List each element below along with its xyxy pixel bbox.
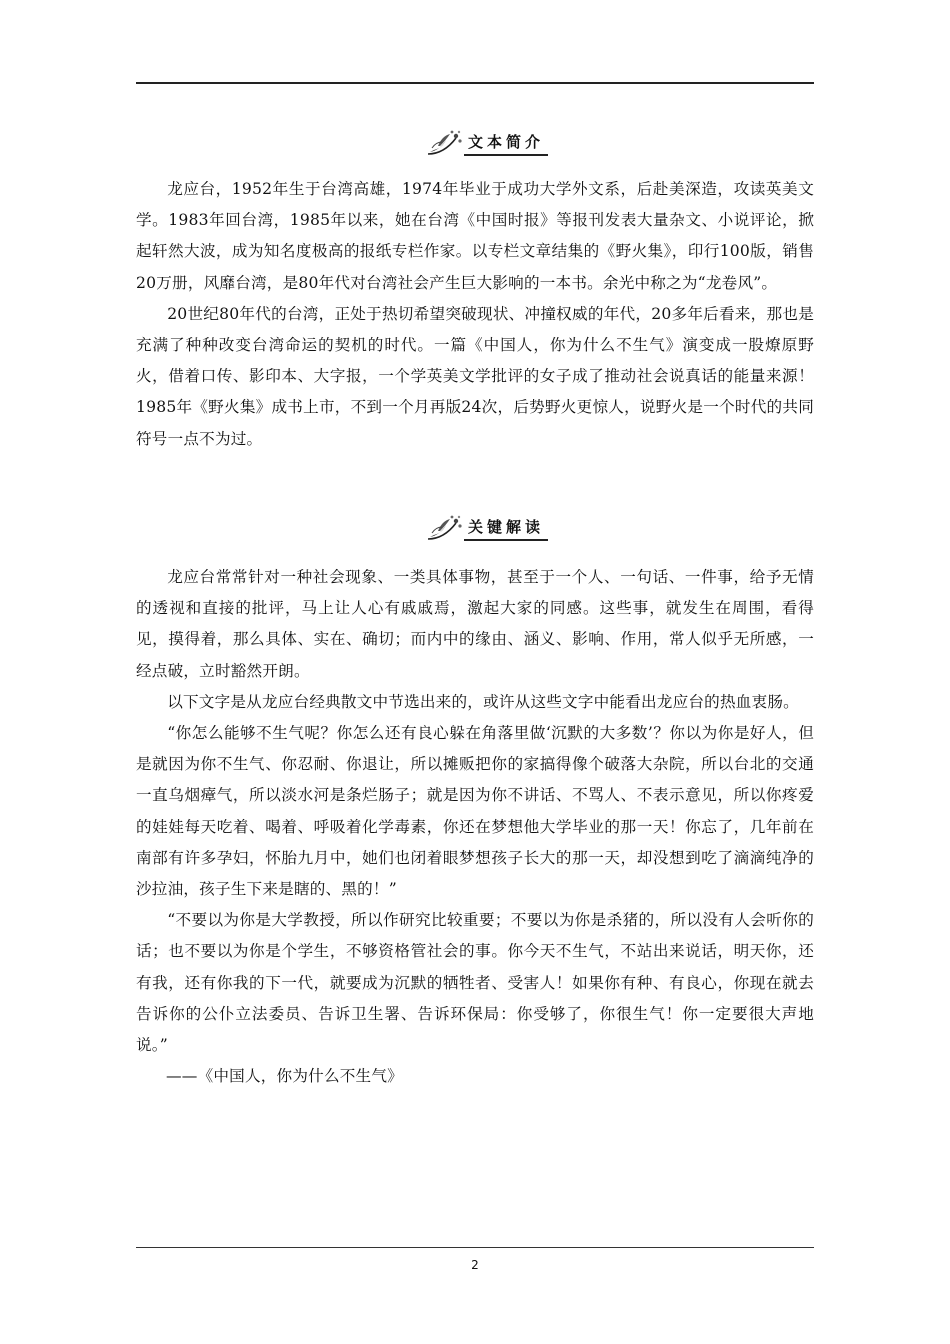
footer-rule (136, 1247, 814, 1248)
intro-paragraph-2: 20世纪80年代的台湾，正处于热切希望突破现状、冲撞权威的年代，20多年后看来，那也是充满了种种改变台湾命运的契机的时代。一篇《中国人，你为什么不生气》演变成一股燎原野火，借着口传、影印本、大字报，一个学英美文学批评的女子成了推动社会说真话的能量来源！1985年《野火集》成书上市，不到一个月再版24次，后势野火更惊人，说野火是一个时代的共同符号一点不为过。 (136, 304, 814, 448)
header-rule (136, 82, 814, 84)
flower-ornament-icon (426, 513, 466, 541)
section-heading-label: 文本简介 (464, 132, 548, 156)
reading-section-body (136, 562, 814, 1092)
quote-source: ——《中国人，你为什么不生气》 (166, 1067, 403, 1086)
flower-ornament-icon (426, 128, 466, 156)
intro-section-body (136, 174, 814, 455)
section-heading-intro (426, 128, 548, 156)
reading-paragraph-2: 以下文字是从龙应台经典散文中节选出来的，或许从这些文字中能看出龙应台的热血衷肠。 (167, 692, 799, 711)
quote-paragraph-1: “你怎么能够不生气呢？你怎么还有良心躲在角落里做‘沉默的大多数’？你以为你是好人，但是就因为你不生气、你忍耐、你退让，所以摊贩把你的家搞得像个破落大杂院，所以台北的交通一直乌烟瘴气，所以淡水河是条烂肠子；就是因为你不讲话、不骂人、不表示意见，所以你疼爱的娃娃每天吃着、喝着、呼吸着化学毒素，你还在梦想他大学毕业的那一天！你忘了，几年前在南部有许多孕妇，怀胎九月中，她们也闭着眼梦想孩子长大的那一天，却没想到吃了滴滴纯净的沙拉油，孩子生下来是瞎的、黑的！” (136, 724, 814, 899)
intro-paragraph-1: 龙应台，1952年生于台湾高雄，1974年毕业于成功大学外文系，后赴美深造，攻读英美文学。1983年回台湾，1985年以来，她在台湾《中国时报》等报刊发表大量杂文、小说评论，掀起轩然大波，成为知名度极高的报纸专栏作家。以专栏文章结集的《野火集》，印行100版，销售20万册，风靡台湾，是80年代对台湾社会产生巨大影响的一本书。余光中称之为“龙卷风”。 (136, 180, 814, 292)
section-heading-label: 关键解读 (464, 517, 548, 541)
quote-paragraph-2: “不要以为你是大学教授，所以作研究比较重要；不要以为你是杀猪的，所以没有人会听你的话；也不要以为你是个学生，不够资格管社会的事。你今天不生气，不站出来说话，明天你，还有我，还有你我的下一代，就要成为沉默的牺牲者、受害人！如果你有种、有良心，你现在就去告诉你的公仆立法委员、告诉卫生署、告诉环保局：你受够了，你很生气！你一定要很大声地说。” (136, 911, 814, 1055)
page-number: 2 (471, 1258, 479, 1272)
reading-paragraph-1: 龙应台常常针对一种社会现象、一类具体事物，甚至于一个人、一句话、一件事，给予无情的透视和直接的批评，马上让人心有戚戚焉，激起大家的同感。这些事，就发生在周围，看得见，摸得着，那么具体、实在、确切；而内中的缘由、涵义、影响、作用，常人似乎无所感，一经点破，立时豁然开朗。 (136, 568, 814, 680)
section-heading-reading (426, 513, 548, 541)
